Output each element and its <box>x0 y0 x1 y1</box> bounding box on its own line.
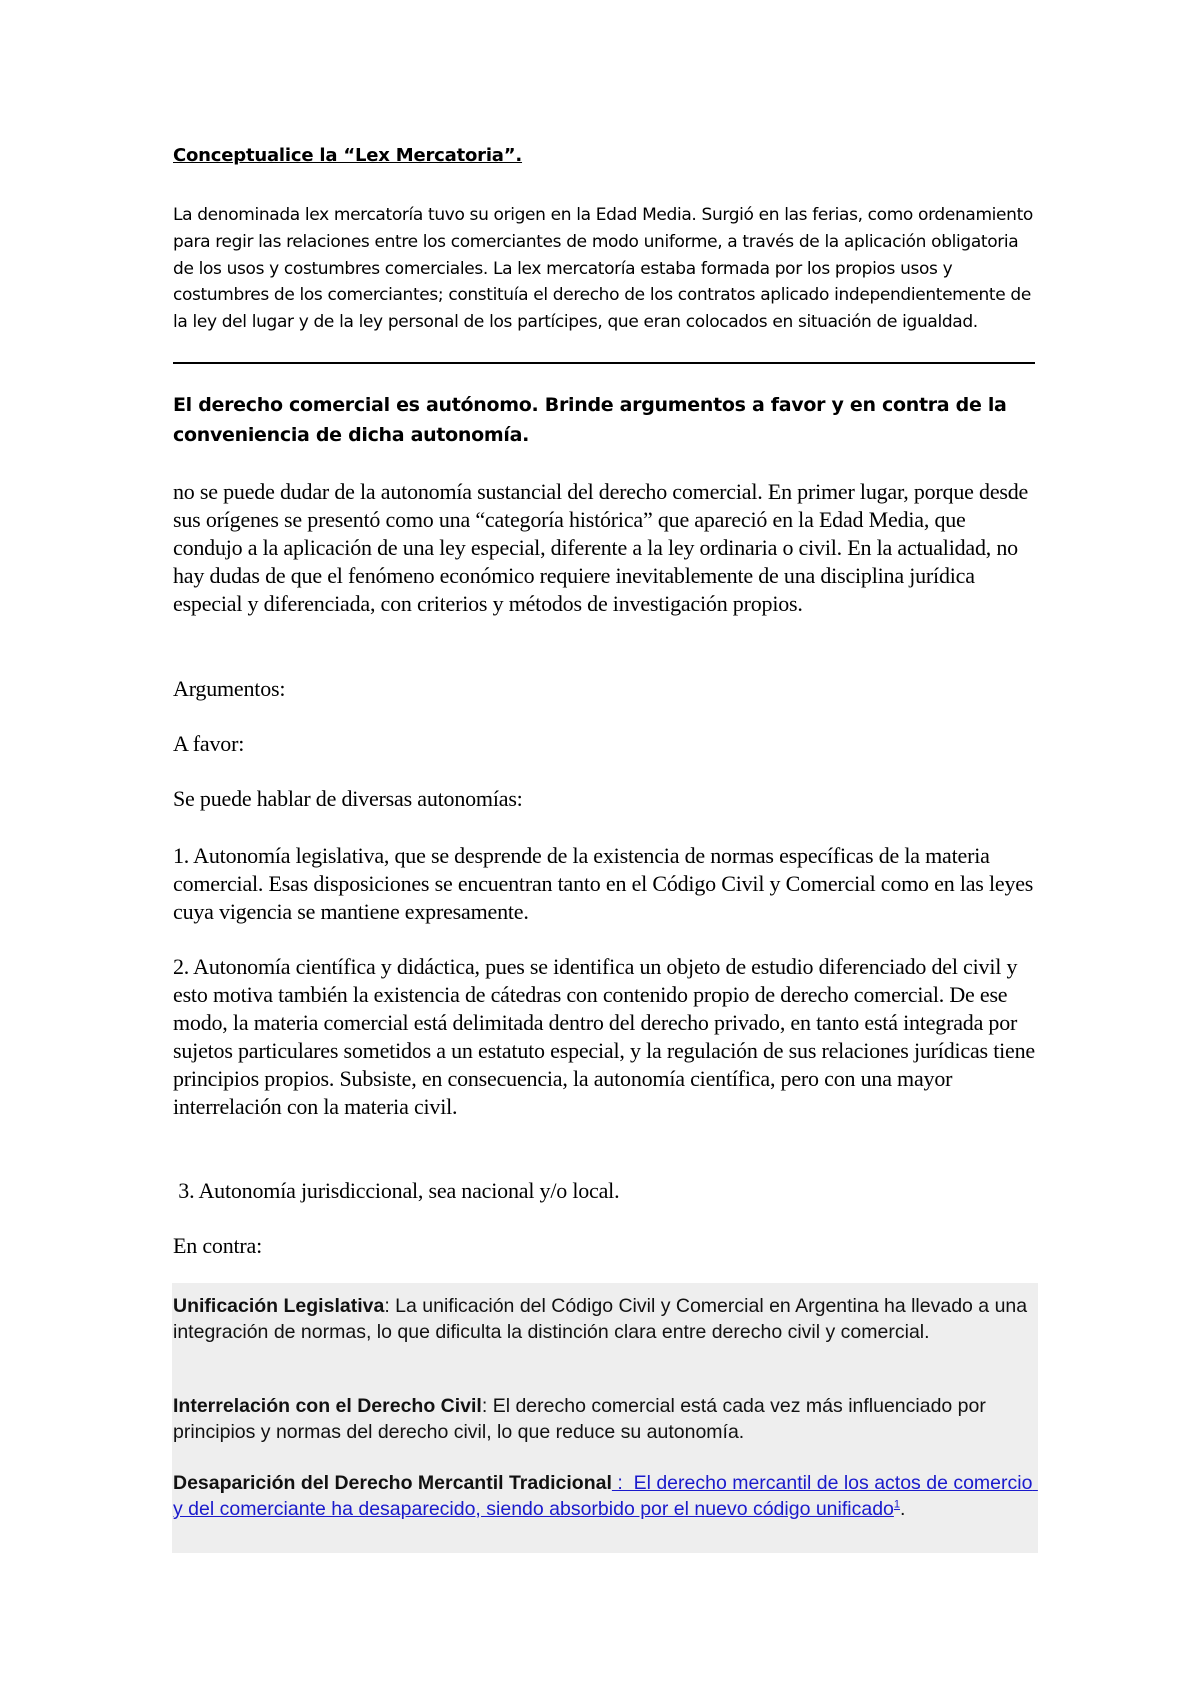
contra-item-interrelation <box>173 1393 1035 1445</box>
point-jurisdictional: 3. Autonomía jurisdiccional, sea nacional y/o local. <box>173 1178 620 1203</box>
contra-item-unification <box>173 1293 1035 1345</box>
point-scientific: 2. Autonomía científica y didáctica, pues se identifica un objeto de estudio diferenciado del civil y esto motiva también la existencia de cátedras con contenido propio de derecho comercial. De ese modo, la materia comercial está delimitada dentro del derecho privado, en tanto está integrada por sujetos particulares sometidos a un estatuto especial, y la regulación de sus relaciones jurídicas tiene principios propios. Subsiste, en consecuencia, la autonomía científica, pero con una mayor interrelación con la materia civil. <box>173 954 1035 1119</box>
contra-item-disappearance <box>173 1470 1038 1522</box>
divider-line <box>173 362 1035 364</box>
contra-item-title: Unificación Legislativa <box>173 1295 385 1317</box>
contra-label: En contra: <box>173 1233 263 1258</box>
section2-intro: no se puede dudar de la autonomía sustancial del derecho comercial. En primer lugar, porque desde sus orígenes se presentó como una “categoría histórica” que apareció en la Edad Media, que condujo a la aplicación de una ley especial, diferente a la ley ordinaria o civil. En la actualidad, no hay dudas de que el fenómeno económico requiere inevitablemente de una disciplina jurídica especial y diferenciada, con criterios y métodos de investigación propios. <box>173 479 1029 616</box>
section2-title: El derecho comercial es autónomo. Brinde argumentos a favor y en contra de la conveniencia de dicha autonomía. <box>173 394 1007 446</box>
contra-item-title: Desaparición del Derecho Mercantil Tradicional <box>173 1472 612 1494</box>
contra-item-text: : La unificación del Código Civil y Comercial en Argentina ha llevado a una integración de normas, lo que dificulta la distinción clara entre derecho civil y comercial. <box>173 1295 1028 1343</box>
section1-paragraph: La denominada lex mercatoría tuvo su origen en la Edad Media. Surgió en las ferias, como ordenamiento para regir las relaciones entre los comerciantes de modo uniforme, a través de la aplicación obligatoria de los usos y costumbres comerciales. La lex mercatoría estaba formada por los propios usos y costumbres de los comerciantes; constituía el derecho de los contratos aplicado independientemente de la ley del lugar y de la ley personal de los partícipes, que eran colocados en situación de igualdad. <box>173 205 1033 333</box>
point-legislative: 1. Autonomía legislativa, que se desprende de la existencia de normas específicas de la materia comercial. Esas disposiciones se encuentran tanto en el Código Civil y Comercial como en las leyes cuya vigencia se mantiene expresamente. <box>173 843 1034 924</box>
arguments-label: Argumentos: <box>173 676 286 701</box>
autonomies-intro: Se puede hablar de diversas autonomías: <box>173 786 523 811</box>
footnote-ref[interactable]: 1 <box>893 1498 901 1511</box>
contra-item-end: . <box>900 1498 906 1520</box>
contra-item-title: Interrelación con el Derecho Civil <box>173 1395 482 1417</box>
contra-item-text: : El derecho comercial está cada vez más influenciado por principios y normas del derecho civil, lo que reduce su autonomía. <box>173 1395 986 1443</box>
favor-label: A favor: <box>173 731 245 756</box>
section1-title: Conceptualice la “Lex Mercatoria”. <box>173 145 523 166</box>
reference-link[interactable]: : El derecho mercantil de los actos de comercio y del comerciante ha desaparecido, siendo absorbido por el nuevo código unificado <box>173 1472 1038 1520</box>
